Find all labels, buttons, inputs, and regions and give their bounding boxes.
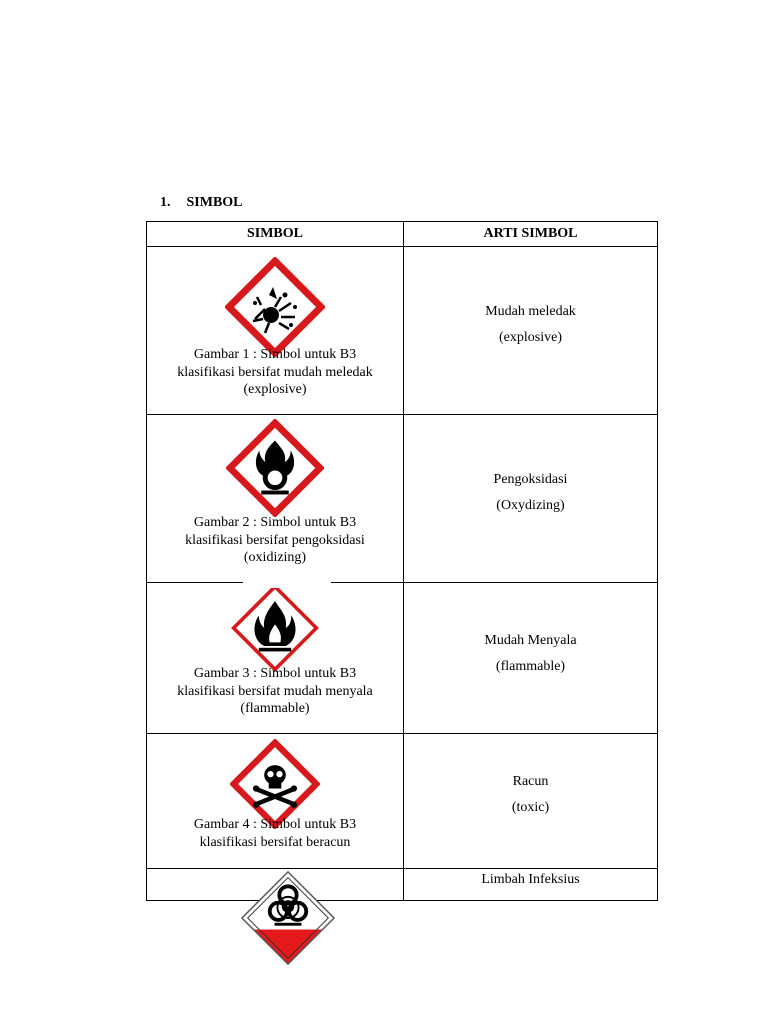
- header-simbol: SIMBOL: [147, 222, 404, 247]
- symbol-meaning: Racun (toxic): [511, 774, 550, 815]
- meaning-cell: [404, 415, 658, 583]
- border-gap: [243, 580, 331, 588]
- symbol-caption: Gambar 4 : Simbol untuk B3 klasifikasi bersifat beracun: [193, 817, 357, 850]
- table-row: [147, 734, 658, 869]
- symbol-cell: [147, 734, 404, 869]
- section-title: SIMBOL: [186, 195, 243, 210]
- flammable-icon: [230, 583, 320, 673]
- symbol-meaning: Mudah Menyala (flammable): [484, 633, 577, 674]
- table-row: [147, 583, 658, 734]
- meaning-cell: [404, 869, 658, 901]
- symbol-meaning: Pengoksidasi (Oxydizing): [493, 472, 568, 513]
- symbol-cell: [147, 583, 404, 734]
- symbol-meaning: Mudah meledak (explosive): [485, 304, 576, 345]
- symbol-caption: Gambar 3 : Simbol untuk B3 klasifikasi bersifat mudah menyala (flammable): [177, 666, 373, 716]
- symbol-cell: [147, 415, 404, 583]
- oxidizing-icon: [226, 419, 324, 517]
- symbol-caption: Gambar 2 : Simbol untuk B3 klasifikasi bersifat pengoksidasi (oxidizing): [185, 515, 365, 565]
- section-heading: [160, 195, 243, 211]
- symbol-meaning: Limbah Infeksius: [481, 872, 580, 887]
- b3-symbol-table: [146, 221, 658, 901]
- table-row: [147, 247, 658, 415]
- section-number: 1.: [160, 195, 171, 210]
- meaning-cell: [404, 734, 658, 869]
- table-row: [147, 415, 658, 583]
- explosive-icon: [225, 257, 325, 357]
- symbol-cell: [147, 247, 404, 415]
- meaning-cell: [404, 583, 658, 734]
- table-row: [147, 869, 658, 901]
- header-arti-simbol: ARTI SIMBOL: [404, 222, 658, 247]
- meaning-cell: [404, 247, 658, 415]
- table-header-row: [147, 222, 658, 247]
- biohazard-icon: [240, 870, 336, 966]
- symbol-caption: Gambar 1 : Simbol untuk B3 klasifikasi bersifat mudah meledak (explosive): [177, 347, 373, 397]
